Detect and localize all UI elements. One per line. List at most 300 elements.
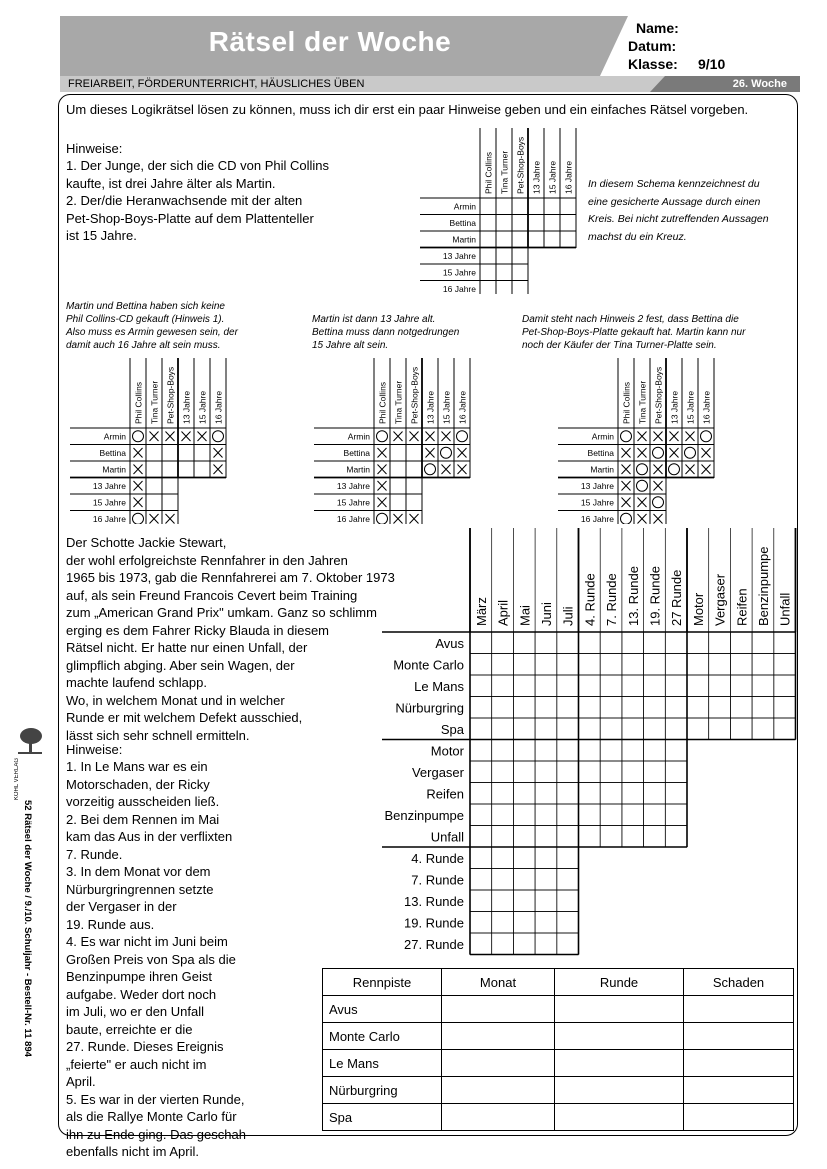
logic-cell[interactable]	[622, 826, 644, 848]
logic-cell[interactable]	[492, 718, 514, 740]
logic-cell[interactable]	[557, 869, 579, 891]
logic-cell[interactable]	[665, 697, 687, 719]
logic-cell[interactable]	[513, 804, 535, 826]
logic-cell[interactable]	[492, 933, 514, 955]
logic-cell[interactable]	[492, 783, 514, 805]
logic-row-label: Nürburgring	[395, 700, 464, 716]
logic-cell[interactable]	[622, 761, 644, 783]
logic-cell[interactable]	[600, 783, 622, 805]
logic-cell[interactable]	[492, 697, 514, 719]
logic-cell[interactable]	[470, 804, 492, 826]
logic-cell[interactable]	[579, 740, 601, 762]
grid-cell[interactable]	[406, 461, 422, 478]
sol-cell[interactable]	[555, 1077, 684, 1104]
sol-cell[interactable]	[555, 996, 684, 1023]
caption-line: Martin ist dann 13 Jahre alt.	[312, 314, 436, 325]
logic-cell[interactable]	[513, 847, 535, 869]
logic-cell[interactable]	[622, 718, 644, 740]
logic-cell[interactable]	[557, 697, 579, 719]
logic-cell[interactable]	[622, 804, 644, 826]
logic-row-label: 19. Runde	[404, 915, 464, 931]
grid-cell[interactable]	[512, 248, 528, 265]
hint-line: Großen Preis von Spa als die	[66, 951, 236, 967]
grid-col-label: 15 Jahre	[441, 390, 452, 424]
grid-row-label: 13 Jahre	[442, 250, 476, 261]
grid-cell[interactable]	[146, 461, 162, 478]
grid-cell[interactable]	[406, 494, 422, 511]
hint-line: 4. Es war nicht im Juni beim	[66, 934, 228, 949]
hint-line: ebenfalls nicht im April.	[66, 1144, 199, 1159]
story-line: auf, als sein Freund Francois Cevert beim Training	[66, 587, 358, 603]
story-line: 1965 bis 1973, gab die Rennfahrerei am 7. Oktober 1973	[66, 570, 395, 585]
logic-cell[interactable]	[557, 632, 579, 654]
grid-cell[interactable]	[560, 198, 576, 215]
logic-row-label: Reifen	[426, 786, 464, 802]
grid-cell[interactable]	[496, 198, 512, 215]
hint-line: ihn zu Ende ging. Das geschah	[66, 1126, 246, 1142]
logic-cell[interactable]	[557, 933, 579, 955]
logic-cell[interactable]	[665, 654, 687, 676]
grid-cell[interactable]	[496, 264, 512, 281]
grid-cell[interactable]	[512, 281, 528, 295]
logic-cell[interactable]	[600, 654, 622, 676]
logic-cell[interactable]	[600, 632, 622, 654]
logic-cell[interactable]	[513, 632, 535, 654]
logic-cell[interactable]	[513, 912, 535, 934]
logic-cell[interactable]	[579, 718, 601, 740]
logic-cell[interactable]	[470, 761, 492, 783]
logic-cell[interactable]	[535, 847, 557, 869]
grid-cell[interactable]	[480, 248, 496, 265]
grid-row-label: 15 Jahre	[442, 267, 476, 278]
logic-cell[interactable]	[513, 675, 535, 697]
grid-cell[interactable]	[406, 445, 422, 462]
logic-cell[interactable]	[513, 933, 535, 955]
logic-cell[interactable]	[687, 697, 709, 719]
grid-cell[interactable]	[146, 511, 162, 525]
logic-cell[interactable]	[644, 697, 666, 719]
logic-cell[interactable]	[730, 697, 752, 719]
logic-cell[interactable]	[774, 697, 796, 719]
logic-cell[interactable]	[470, 933, 492, 955]
logic-row-label: Benzinpumpe	[384, 807, 464, 823]
logic-cell[interactable]	[579, 761, 601, 783]
logic-cell[interactable]	[470, 718, 492, 740]
logic-cell[interactable]	[492, 740, 514, 762]
caption-line: Pet-Shop-Boys-Platte gekauft hat. Martin kann nur	[522, 327, 746, 338]
logic-cell[interactable]	[579, 697, 601, 719]
logic-cell[interactable]	[470, 632, 492, 654]
logic-cell[interactable]	[687, 654, 709, 676]
logic-cell[interactable]	[492, 675, 514, 697]
logic-cell[interactable]	[535, 718, 557, 740]
logic-cell[interactable]	[752, 654, 774, 676]
grid-cell[interactable]	[560, 215, 576, 232]
logic-cell[interactable]	[600, 826, 622, 848]
grid-cell[interactable]	[544, 198, 560, 215]
grid-cell[interactable]	[146, 494, 162, 511]
logic-cell[interactable]	[535, 890, 557, 912]
logic-cell[interactable]	[622, 675, 644, 697]
grid-cell[interactable]	[634, 511, 650, 525]
logic-cell[interactable]	[557, 826, 579, 848]
logic-cell[interactable]	[730, 632, 752, 654]
logic-cell[interactable]	[535, 654, 557, 676]
logic-cell[interactable]	[513, 890, 535, 912]
circle-mark	[653, 447, 664, 458]
logic-cell[interactable]	[600, 804, 622, 826]
logic-cell[interactable]	[579, 783, 601, 805]
sol-cell[interactable]	[442, 996, 555, 1023]
logic-cell[interactable]	[557, 675, 579, 697]
circle-mark	[685, 447, 696, 458]
logic-cell[interactable]	[644, 740, 666, 762]
logic-cell[interactable]	[665, 761, 687, 783]
week-label: 26. Woche	[732, 78, 787, 90]
logic-cell[interactable]	[644, 783, 666, 805]
logic-cell[interactable]	[513, 740, 535, 762]
logic-cell[interactable]	[600, 761, 622, 783]
grid-row-label: 15 Jahre	[336, 497, 370, 508]
hints2-list	[66, 758, 246, 1161]
sol-cell[interactable]	[555, 1104, 684, 1131]
logic-cell[interactable]	[513, 826, 535, 848]
logic-cell[interactable]	[557, 847, 579, 869]
grid-cell[interactable]	[480, 231, 496, 248]
logic-cell[interactable]	[470, 912, 492, 934]
sol-cell[interactable]	[684, 1104, 794, 1131]
logic-cell[interactable]	[644, 654, 666, 676]
grid-row-label: Bettina	[343, 447, 370, 458]
logic-cell[interactable]	[470, 697, 492, 719]
grid-col-label: Tina Turner	[499, 150, 510, 194]
grid-cell[interactable]	[496, 231, 512, 248]
logic-cell[interactable]	[665, 826, 687, 848]
grid-cell[interactable]	[146, 478, 162, 495]
sol-cell[interactable]	[555, 1050, 684, 1077]
story-line: machte laufend schlapp.	[66, 675, 207, 690]
grid-cell[interactable]	[544, 215, 560, 232]
logic-col-label: 4. Runde	[582, 573, 598, 626]
logic-cell[interactable]	[752, 632, 774, 654]
logic-cell[interactable]	[622, 740, 644, 762]
grid-cell[interactable]	[390, 478, 406, 495]
logic-col-label: Vergaser	[712, 573, 728, 626]
grid-cell[interactable]	[390, 461, 406, 478]
logic-cell[interactable]	[535, 783, 557, 805]
logic-cell[interactable]	[513, 869, 535, 891]
logic-cell[interactable]	[470, 826, 492, 848]
caption-line: noch der Käufer der Tina Turner-Platte sein.	[522, 340, 717, 351]
logic-cell[interactable]	[579, 632, 601, 654]
sol-row-label: Avus	[323, 996, 442, 1023]
grid-cell[interactable]	[512, 231, 528, 248]
grid-cell[interactable]	[496, 281, 512, 295]
grid-col-label: Pet-Shop-Boys	[409, 366, 420, 424]
grid-col-label: 13 Jahre	[425, 390, 436, 424]
story-text	[66, 534, 395, 744]
sol-cell[interactable]	[442, 1050, 555, 1077]
logic-cell[interactable]	[557, 654, 579, 676]
circle-mark	[425, 464, 436, 475]
logic-cell[interactable]	[665, 675, 687, 697]
logic-cell[interactable]	[492, 632, 514, 654]
name-label: Name:	[636, 20, 679, 36]
logic-cell[interactable]	[665, 804, 687, 826]
logic-cell[interactable]	[513, 718, 535, 740]
logic-cell[interactable]	[470, 654, 492, 676]
step-grid-1	[70, 358, 230, 524]
grid-cell[interactable]	[480, 264, 496, 281]
note-line: In diesem Schema kennzeichnest du	[588, 178, 760, 190]
grid-cell[interactable]	[544, 231, 560, 248]
logic-cell[interactable]	[709, 675, 731, 697]
grid-cell[interactable]	[162, 445, 178, 462]
grid-cell[interactable]	[528, 198, 544, 215]
logic-cell[interactable]	[600, 675, 622, 697]
logic-cell[interactable]	[622, 697, 644, 719]
grid-cell[interactable]	[390, 445, 406, 462]
grid-row-label: Martin	[590, 464, 614, 475]
logic-cell[interactable]	[535, 675, 557, 697]
hint-line: ist 15 Jahre.	[66, 228, 137, 243]
logic-cell[interactable]	[622, 654, 644, 676]
grid-row-label: Martin	[102, 464, 126, 475]
logic-cell[interactable]	[470, 847, 492, 869]
logic-cell[interactable]	[579, 804, 601, 826]
logic-col-label: 13. Runde	[625, 566, 641, 626]
grid-cell[interactable]	[406, 511, 422, 525]
sol-cell[interactable]	[555, 1023, 684, 1050]
logic-cell[interactable]	[665, 632, 687, 654]
hint-line: 2. Bei dem Rennen im Mai	[66, 811, 220, 827]
logic-cell[interactable]	[730, 675, 752, 697]
logic-cell[interactable]	[535, 632, 557, 654]
logic-cell[interactable]	[513, 783, 535, 805]
logic-cell[interactable]	[535, 869, 557, 891]
sol-row-label: Nürburgring	[323, 1077, 442, 1104]
hint-line: 5. Es war in der vierten Runde,	[66, 1091, 245, 1107]
hint-line: April.	[66, 1074, 96, 1089]
grid-cell[interactable]	[194, 461, 210, 478]
logic-cell[interactable]	[492, 804, 514, 826]
sol-cell[interactable]	[442, 1023, 555, 1050]
logic-cell[interactable]	[622, 632, 644, 654]
logic-col-label: Benzinpumpe	[755, 546, 771, 626]
logic-cell[interactable]	[470, 783, 492, 805]
logic-cell[interactable]	[687, 632, 709, 654]
logic-cell[interactable]	[774, 675, 796, 697]
logic-cell[interactable]	[557, 761, 579, 783]
grid-cell[interactable]	[650, 511, 666, 525]
logic-cell[interactable]	[665, 718, 687, 740]
logic-cell[interactable]	[644, 761, 666, 783]
sol-cell[interactable]	[684, 1023, 794, 1050]
logic-cell[interactable]	[492, 890, 514, 912]
logic-cell[interactable]	[535, 826, 557, 848]
grid-cell[interactable]	[512, 215, 528, 232]
grid-cell[interactable]	[178, 461, 194, 478]
grid-cell[interactable]	[162, 511, 178, 525]
logic-cell[interactable]	[535, 697, 557, 719]
logic-col-label: 7. Runde	[604, 573, 620, 626]
logic-cell[interactable]	[752, 675, 774, 697]
logic-cell[interactable]	[557, 804, 579, 826]
sol-cell[interactable]	[684, 1077, 794, 1104]
logic-cell[interactable]	[644, 804, 666, 826]
logic-cell[interactable]	[470, 675, 492, 697]
grid-cell[interactable]	[162, 461, 178, 478]
grid-row-label: Bettina	[99, 447, 126, 458]
logic-cell[interactable]	[644, 826, 666, 848]
sol-row-label: Le Mans	[323, 1050, 442, 1077]
logic-cell[interactable]	[535, 804, 557, 826]
grid-col-label: Pet-Shop-Boys	[515, 136, 526, 194]
logic-cell[interactable]	[579, 675, 601, 697]
hint-line: Benzinpumpe ihren Geist	[66, 969, 212, 984]
logic-cell[interactable]	[492, 826, 514, 848]
logic-cell[interactable]	[492, 847, 514, 869]
logic-cell[interactable]	[492, 869, 514, 891]
logic-cell[interactable]	[535, 761, 557, 783]
logic-cell[interactable]	[644, 718, 666, 740]
grid-cell[interactable]	[512, 198, 528, 215]
grid-cell[interactable]	[162, 494, 178, 511]
logic-cell[interactable]	[709, 697, 731, 719]
grid-cell[interactable]	[194, 445, 210, 462]
logic-cell[interactable]	[709, 654, 731, 676]
grid-col-label: Phil Collins	[377, 381, 388, 424]
step-caption-2	[312, 313, 459, 352]
grid-cell[interactable]	[162, 478, 178, 495]
grid-cell[interactable]	[528, 231, 544, 248]
grid-cell[interactable]	[528, 215, 544, 232]
sol-cell[interactable]	[442, 1104, 555, 1131]
logic-cell[interactable]	[557, 890, 579, 912]
logic-cell[interactable]	[774, 632, 796, 654]
sol-row-label: Spa	[323, 1104, 442, 1131]
grid-cell[interactable]	[560, 231, 576, 248]
logic-cell[interactable]	[730, 718, 752, 740]
grid-row-label: 15 Jahre	[92, 497, 126, 508]
logic-cell[interactable]	[600, 697, 622, 719]
grid-cell[interactable]	[480, 281, 496, 295]
grid-cell[interactable]	[496, 248, 512, 265]
circle-mark	[701, 431, 712, 442]
circle-mark	[637, 464, 648, 475]
grid-row-label: 13 Jahre	[580, 480, 614, 491]
logic-row-label: 13. Runde	[404, 893, 464, 909]
circle-mark	[213, 431, 224, 442]
logic-cell[interactable]	[513, 761, 535, 783]
logic-cell[interactable]	[513, 697, 535, 719]
grid-cell[interactable]	[406, 478, 422, 495]
logic-col-label: April	[495, 599, 511, 626]
logic-cell[interactable]	[470, 869, 492, 891]
logic-cell[interactable]	[709, 632, 731, 654]
logic-cell[interactable]	[730, 654, 752, 676]
hint-line: Nürburgringrennen setzte	[66, 881, 214, 897]
story-line: glimpflich abging. Aber sein Wagen, der	[66, 657, 295, 673]
logic-cell[interactable]	[579, 654, 601, 676]
hint-line: kaufte, ist drei Jahre älter als Martin.	[66, 175, 276, 191]
logic-cell[interactable]	[579, 826, 601, 848]
logic-cell[interactable]	[470, 890, 492, 912]
logic-cell[interactable]	[774, 654, 796, 676]
logic-cell[interactable]	[492, 761, 514, 783]
grid-cell[interactable]	[390, 511, 406, 525]
sol-cell[interactable]	[684, 996, 794, 1023]
logic-cell[interactable]	[622, 783, 644, 805]
grid-cell[interactable]	[178, 445, 194, 462]
caption-line: Damit steht nach Hinweis 2 fest, dass Bettina die	[522, 314, 739, 325]
logic-cell[interactable]	[535, 912, 557, 934]
logic-cell[interactable]	[557, 912, 579, 934]
logic-cell[interactable]	[557, 718, 579, 740]
logic-cell[interactable]	[557, 740, 579, 762]
subtitle: FREIARBEIT, FÖRDERUNTERRICHT, HÄUSLICHES ÜBEN	[68, 78, 365, 90]
logic-cell[interactable]	[709, 718, 731, 740]
logic-cell[interactable]	[535, 740, 557, 762]
grid-cell[interactable]	[512, 264, 528, 281]
logic-cell[interactable]	[752, 718, 774, 740]
logic-cell[interactable]	[687, 675, 709, 697]
logic-cell[interactable]	[665, 740, 687, 762]
grid-cell[interactable]	[496, 215, 512, 232]
sol-cell[interactable]	[442, 1077, 555, 1104]
story-line: Rätsel nicht. Er hatte nur einen Unfall, der	[66, 640, 308, 655]
logic-cell[interactable]	[557, 783, 579, 805]
caption-line: 15 Jahre alt sein.	[312, 340, 389, 351]
logic-cell[interactable]	[644, 675, 666, 697]
hint-line: 1. Der Junge, der sich die CD von Phil Collins	[66, 158, 330, 173]
logic-cell[interactable]	[470, 740, 492, 762]
logic-cell[interactable]	[687, 718, 709, 740]
grid-cell[interactable]	[480, 215, 496, 232]
caption-line: Bettina muss dann notgedrungen	[312, 327, 460, 338]
sol-cell[interactable]	[684, 1050, 794, 1077]
date-label: Datum:	[628, 38, 677, 54]
grid-col-label: Pet-Shop-Boys	[165, 366, 176, 424]
grid-col-label: 16 Jahre	[457, 390, 468, 424]
logic-cell[interactable]	[600, 740, 622, 762]
note-line: eine gesicherte Aussage durch einen	[588, 195, 761, 208]
grid-cell[interactable]	[480, 198, 496, 215]
grid-row-label: 15 Jahre	[580, 497, 614, 508]
logic-cell[interactable]	[492, 654, 514, 676]
logic-cell[interactable]	[600, 718, 622, 740]
logic-grid[interactable]	[370, 528, 800, 958]
hint-line: baute, erreichte er die	[66, 1021, 193, 1037]
hint-line: kam das Aus in der verflixten	[66, 829, 233, 844]
logic-cell[interactable]	[535, 933, 557, 955]
circle-mark	[669, 464, 680, 475]
grid-cell[interactable]	[390, 494, 406, 511]
grid-row-label: Bettina	[449, 217, 476, 228]
grid-col-label: 16 Jahre	[213, 390, 224, 424]
logic-cell[interactable]	[513, 654, 535, 676]
logic-cell[interactable]	[774, 718, 796, 740]
logic-cell[interactable]	[665, 783, 687, 805]
sol-row-label: Monte Carlo	[323, 1023, 442, 1050]
grid-col-label: 15 Jahre	[685, 390, 696, 424]
logic-cell[interactable]	[492, 912, 514, 934]
grid-cell[interactable]	[146, 445, 162, 462]
logic-cell[interactable]	[644, 632, 666, 654]
logic-cell[interactable]	[752, 697, 774, 719]
hint-line: „feierte" er auch nicht im	[66, 1056, 207, 1072]
solution-table	[322, 968, 794, 1131]
